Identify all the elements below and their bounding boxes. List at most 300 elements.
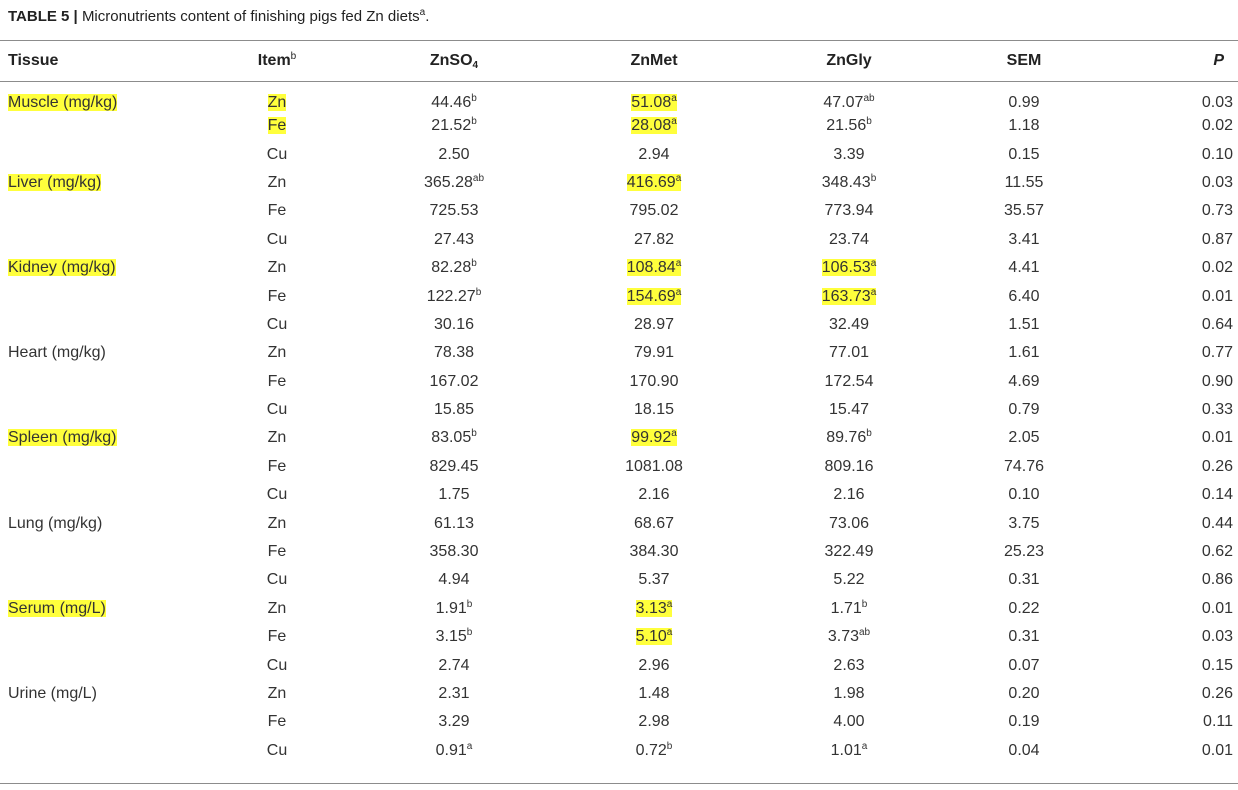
cell-sem-value [1008, 344, 1039, 361]
cell-zngly-significance-marker: b [866, 116, 872, 128]
cell-item [200, 595, 354, 623]
cell-item-value [267, 571, 287, 588]
table-row [0, 81, 1238, 112]
cell-znmet [554, 566, 754, 594]
cell-zngly-significance-marker: a [861, 740, 868, 752]
znso4-header-text: ZnSO [429, 52, 473, 69]
cell-sem-text: 25.23 [1003, 543, 1045, 561]
cell-znmet-value [636, 600, 673, 617]
table-row [0, 680, 1238, 708]
cell-znso4-value [438, 146, 469, 163]
cell-item-text: Cu [266, 741, 288, 759]
cell-tissue [0, 112, 200, 140]
cell-tissue-text: Heart (mg/kg) [8, 344, 106, 362]
cell-znso4-text: 2.50 [438, 145, 470, 163]
table-row [0, 424, 1238, 452]
column-header-znmet: ZnMet [630, 52, 678, 69]
cell-item-text: Zn [267, 344, 287, 362]
cell-p [1104, 112, 1238, 140]
cell-item [200, 623, 354, 651]
cell-tissue-value [8, 344, 106, 361]
cell-p [1104, 651, 1238, 679]
cell-zngly-text: 32.49 [828, 315, 870, 333]
cell-sem [944, 566, 1104, 594]
cell-item-value [268, 117, 287, 134]
cell-sem-text: 0.07 [1008, 656, 1040, 674]
table-row [0, 737, 1238, 765]
cell-znso4-value [436, 628, 473, 645]
cell-znmet-text: 28.97 [633, 315, 675, 333]
cell-znso4 [354, 566, 554, 594]
cell-znmet-significance-marker: a [666, 598, 673, 610]
cell-p-text: 0.03 [1201, 94, 1233, 111]
cell-zngly-value [829, 231, 869, 248]
cell-sem-text: 6.40 [1008, 287, 1040, 305]
cell-znso4 [354, 368, 554, 396]
cell-znso4-text: 2.74 [438, 656, 470, 674]
table-caption [8, 6, 429, 28]
cell-p-text: 0.01 [1201, 599, 1233, 617]
cell-znso4-value [438, 486, 469, 503]
cell-p [1104, 708, 1238, 736]
cell-zngly-text: 2.63 [833, 656, 865, 674]
cell-item-text: Zn [267, 599, 287, 617]
cell-p-value [1202, 657, 1233, 674]
cell-znso4 [354, 226, 554, 254]
cell-znmet [554, 311, 754, 339]
cell-p [1104, 538, 1238, 566]
cell-zngly-text: 89.76 [826, 429, 867, 447]
cell-zngly [754, 282, 944, 310]
cell-znmet-text: 416.69 [626, 173, 676, 191]
cell-znmet [554, 368, 754, 396]
cell-znso4 [354, 254, 554, 282]
cell-znmet [554, 112, 754, 140]
cell-p-value [1202, 288, 1233, 305]
cell-znso4-value [438, 685, 469, 702]
cell-zngly [754, 509, 944, 537]
cell-item-value [268, 94, 287, 111]
znso4-header-subscript: 4 [472, 60, 479, 71]
cell-item-value [268, 685, 287, 702]
cell-zngly-value [829, 515, 869, 532]
cell-zngly-text: 163.73 [821, 287, 871, 305]
cell-zngly-significance-marker: a [870, 286, 877, 298]
cell-znso4-text: 0.91 [435, 741, 467, 759]
cell-sem [944, 226, 1104, 254]
cell-znmet [554, 708, 754, 736]
table-row [0, 339, 1238, 367]
cell-item [200, 226, 354, 254]
cell-sem-value [1008, 742, 1039, 759]
cell-znmet-text: 51.08 [631, 94, 672, 111]
cell-item-text: Cu [266, 401, 288, 419]
cell-sem [944, 651, 1104, 679]
cell-zngly-value [831, 600, 868, 617]
cell-znmet-value [631, 429, 677, 446]
cell-tissue-text: Spleen (mg/kg) [8, 429, 117, 447]
cell-zngly-text: 73.06 [828, 514, 870, 532]
cell-item [200, 311, 354, 339]
cell-zngly-value [826, 429, 872, 446]
cell-zngly-text: 1.71 [830, 599, 862, 617]
cell-znso4 [354, 140, 554, 168]
cell-zngly-value [833, 486, 864, 503]
cell-sem-value [1008, 486, 1039, 503]
cell-item-text: Zn [267, 685, 287, 702]
table-row [0, 254, 1238, 282]
cell-znmet-value [638, 146, 669, 163]
cell-item [200, 651, 354, 679]
cell-sem-value [1008, 401, 1039, 418]
cell-p-text: 0.01 [1201, 429, 1233, 447]
cell-znmet-significance-marker: a [675, 286, 682, 298]
table-row [0, 453, 1238, 481]
cell-sem [944, 708, 1104, 736]
cell-znmet-text: 99.92 [631, 429, 672, 447]
cell-tissue-text: Serum (mg/L) [8, 599, 106, 617]
cell-sem-value [1008, 288, 1039, 305]
cell-p-value [1202, 373, 1233, 390]
cell-p [1104, 311, 1238, 339]
cell-zngly [754, 680, 944, 708]
cell-zngly-text: 172.54 [824, 372, 874, 390]
cell-sem-value [1005, 174, 1044, 191]
cell-zngly [754, 112, 944, 140]
cell-znso4 [354, 169, 554, 197]
cell-zngly [754, 368, 944, 396]
cell-p [1104, 81, 1238, 112]
cell-zngly [754, 737, 944, 765]
cell-item-text: Fe [267, 457, 287, 475]
cell-item-value [267, 316, 287, 333]
cell-p-text: 0.15 [1201, 656, 1233, 674]
cell-item [200, 737, 354, 765]
cell-p-text: 0.44 [1201, 514, 1233, 532]
table-row [0, 226, 1238, 254]
cell-znso4 [354, 481, 554, 509]
cell-znso4-significance-marker: a [466, 740, 473, 752]
cell-p [1104, 453, 1238, 481]
cell-item-text: Cu [266, 486, 288, 504]
cell-znso4-text: 21.52 [431, 117, 472, 135]
cell-p-text: 0.77 [1201, 344, 1233, 362]
table-row [0, 282, 1238, 310]
cell-p-value [1202, 316, 1233, 333]
cell-sem [944, 254, 1104, 282]
cell-sem-text: 0.79 [1008, 401, 1040, 419]
cell-tissue [0, 311, 200, 339]
cell-znso4-value [436, 600, 473, 617]
cell-item-text: Fe [267, 117, 287, 135]
cell-zngly-text: 773.94 [824, 202, 874, 220]
cell-p-value [1202, 543, 1233, 560]
cell-sem-value [1008, 117, 1039, 134]
cell-znmet-text: 154.69 [626, 287, 676, 305]
cell-item-text: Fe [267, 287, 287, 305]
cell-sem [944, 339, 1104, 367]
cell-znso4 [354, 453, 554, 481]
cell-zngly [754, 708, 944, 736]
cell-p [1104, 169, 1238, 197]
cell-znmet-value [636, 628, 673, 645]
cell-sem-value [1008, 429, 1039, 446]
cell-zngly-text: 4.00 [833, 713, 865, 731]
cell-znso4-text: 30.16 [433, 315, 475, 333]
cell-znso4-text: 83.05 [431, 429, 472, 447]
cell-znso4-value [434, 344, 474, 361]
cell-p-value [1202, 600, 1233, 617]
cell-znso4-text: 3.15 [435, 628, 467, 646]
cell-znmet-value [631, 117, 677, 134]
cell-zngly [754, 651, 944, 679]
cell-sem-value [1008, 146, 1039, 163]
cell-sem [944, 396, 1104, 424]
cell-p [1104, 282, 1238, 310]
cell-zngly [754, 311, 944, 339]
cell-znmet-value [627, 174, 682, 191]
cell-sem [944, 169, 1104, 197]
cell-znso4-value [431, 259, 477, 276]
cell-znso4-significance-marker: b [471, 258, 477, 270]
cell-item-text: Zn [267, 514, 287, 532]
cell-znmet [554, 140, 754, 168]
column-header-p: P [1213, 52, 1224, 69]
cell-sem [944, 368, 1104, 396]
cell-zngly-significance-marker: a [870, 258, 877, 270]
cell-sem [944, 595, 1104, 623]
cell-zngly [754, 453, 944, 481]
cell-sem-value [1008, 316, 1039, 333]
cell-p-text: 0.73 [1201, 202, 1233, 220]
cell-tissue [0, 140, 200, 168]
cell-zngly [754, 623, 944, 651]
cell-item-text: Cu [266, 571, 288, 589]
cell-znmet-text: 0.72 [635, 741, 667, 759]
cell-zngly-value [822, 174, 877, 191]
cell-znso4-text: 122.27 [426, 287, 476, 305]
cell-tissue [0, 623, 200, 651]
cell-znmet-value [630, 202, 679, 219]
cell-item [200, 112, 354, 140]
table-row [0, 538, 1238, 566]
cell-zngly-text: 15.47 [828, 401, 870, 419]
cell-sem-text: 3.41 [1008, 230, 1040, 248]
cell-znso4-text: 1.75 [438, 486, 470, 504]
cell-p [1104, 254, 1238, 282]
cell-znmet [554, 737, 754, 765]
cell-p-text: 0.64 [1201, 315, 1233, 333]
cell-item-value [267, 231, 287, 248]
cell-znso4-value [431, 94, 477, 111]
cell-znso4-text: 167.02 [429, 372, 479, 390]
cell-znso4-text: 2.31 [438, 685, 470, 702]
cell-p-text: 0.02 [1201, 259, 1233, 277]
cell-item [200, 339, 354, 367]
cell-zngly-text: 106.53 [821, 259, 871, 277]
cell-znmet-text: 2.96 [638, 656, 670, 674]
caption-text: Micronutrients content of finishing pigs fed Zn diets [81, 8, 420, 25]
cell-item-value [267, 146, 287, 163]
cell-tissue [0, 254, 200, 282]
cell-item-value [268, 543, 287, 560]
cell-p [1104, 140, 1238, 168]
cell-zngly-text: 348.43 [821, 173, 871, 191]
cell-znmet [554, 481, 754, 509]
cell-item [200, 566, 354, 594]
cell-zngly-text: 3.39 [833, 145, 865, 163]
cell-p-value [1202, 742, 1233, 759]
cell-znmet [554, 254, 754, 282]
cell-znmet-value [634, 231, 674, 248]
cell-znso4-text: 27.43 [433, 230, 475, 248]
cell-sem [944, 737, 1104, 765]
cell-sem-value [1008, 94, 1039, 111]
cell-item-text: Zn [267, 173, 287, 191]
cell-znso4 [354, 197, 554, 225]
cell-p [1104, 680, 1238, 708]
cell-znmet-text: 5.10 [635, 628, 667, 646]
cell-p-text: 0.14 [1201, 486, 1233, 504]
caption-end: . [425, 8, 430, 25]
cell-item [200, 169, 354, 197]
cell-zngly-significance-marker: b [861, 598, 868, 610]
cell-zngly-text: 809.16 [824, 457, 874, 475]
cell-znmet [554, 595, 754, 623]
cell-sem [944, 538, 1104, 566]
cell-item-value [268, 288, 287, 305]
cell-sem [944, 509, 1104, 537]
cell-p [1104, 509, 1238, 537]
cell-zngly-text: 1.98 [833, 685, 865, 702]
cell-znmet [554, 396, 754, 424]
cell-item-value [268, 600, 287, 617]
cell-p [1104, 566, 1238, 594]
cell-znmet-text: 1.48 [638, 685, 670, 702]
cell-p [1104, 623, 1238, 651]
cell-tissue-value [8, 685, 97, 702]
cell-zngly-significance-marker: b [866, 428, 872, 440]
cell-sem-text: 0.20 [1008, 685, 1040, 702]
header-row [0, 41, 1238, 81]
cell-tissue-text: Liver (mg/kg) [8, 173, 102, 191]
cell-p-text: 0.33 [1201, 401, 1233, 419]
cell-sem [944, 424, 1104, 452]
cell-zngly [754, 339, 944, 367]
cell-znmet-text: 108.84 [626, 259, 676, 277]
cell-sem-value [1008, 373, 1039, 390]
cell-znso4-significance-marker: b [471, 428, 477, 440]
cell-zngly [754, 538, 944, 566]
cell-znso4-text: 4.94 [438, 571, 470, 589]
cell-item-text: Cu [266, 230, 288, 248]
cell-tissue-text: Urine (mg/L) [8, 685, 97, 702]
cell-znso4-value [438, 657, 469, 674]
cell-znso4-value [434, 515, 474, 532]
cell-item [200, 538, 354, 566]
cell-znso4-value [434, 231, 474, 248]
cell-znso4-significance-marker: b [466, 598, 473, 610]
table-row [0, 595, 1238, 623]
cell-znso4-text: 365.28 [423, 173, 473, 191]
cell-p [1104, 595, 1238, 623]
cell-zngly [754, 396, 944, 424]
cell-znmet-text: 2.94 [638, 145, 670, 163]
cell-p-value [1202, 628, 1233, 645]
cell-zngly-text: 3.73 [827, 628, 859, 646]
cell-znso4-text: 82.28 [431, 259, 472, 277]
cell-zngly-significance-marker: b [870, 172, 877, 184]
cell-item-text: Fe [267, 202, 287, 220]
cell-zngly-value [825, 543, 874, 560]
cell-p-value [1202, 429, 1233, 446]
cell-p-value [1202, 231, 1233, 248]
cell-zngly-text: 322.49 [824, 543, 874, 561]
cell-zngly-value [833, 713, 864, 730]
cell-item-value [268, 628, 287, 645]
cell-zngly [754, 481, 944, 509]
bottom-rule [0, 783, 1238, 784]
cell-znso4-value [430, 458, 479, 475]
cell-tissue [0, 708, 200, 736]
cell-znso4-text: 15.85 [433, 401, 475, 419]
cell-item-value [268, 202, 287, 219]
cell-zngly-value [828, 628, 870, 645]
cell-tissue [0, 282, 200, 310]
cell-tissue [0, 651, 200, 679]
cell-zngly [754, 595, 944, 623]
cell-p-text: 0.87 [1201, 230, 1233, 248]
table-row [0, 197, 1238, 225]
cell-znmet-text: 795.02 [629, 202, 679, 220]
cell-zngly-value [825, 373, 874, 390]
cell-item-value [268, 174, 287, 191]
cell-zngly-value [831, 742, 868, 759]
cell-zngly [754, 169, 944, 197]
cell-znmet-text: 18.15 [633, 401, 675, 419]
cell-p-value [1202, 685, 1233, 702]
cell-item [200, 254, 354, 282]
cell-zngly-text: 2.16 [833, 486, 865, 504]
cell-sem-value [1008, 628, 1039, 645]
cell-item-text: Fe [267, 628, 287, 646]
cell-znso4 [354, 595, 554, 623]
cell-znso4-significance-marker: b [466, 627, 473, 639]
cell-znmet [554, 339, 754, 367]
cell-p-value [1202, 146, 1233, 163]
cell-znmet-value [634, 316, 674, 333]
cell-p-text: 0.11 [1203, 713, 1233, 731]
cell-tissue [0, 737, 200, 765]
cell-p-value [1202, 458, 1233, 475]
cell-znso4-value [438, 713, 469, 730]
cell-zngly-value [825, 458, 874, 475]
cell-p-text: 0.86 [1201, 571, 1233, 589]
cell-znso4 [354, 737, 554, 765]
cell-znso4 [354, 424, 554, 452]
cell-znmet-significance-marker: a [671, 93, 677, 104]
cell-p-text: 0.03 [1201, 628, 1233, 646]
cell-p [1104, 197, 1238, 225]
cell-p-value [1202, 94, 1233, 111]
table-body [0, 81, 1238, 765]
cell-sem-value [1008, 259, 1039, 276]
cell-sem-value [1008, 515, 1039, 532]
cell-znmet-value [638, 486, 669, 503]
cell-zngly-value [833, 685, 864, 702]
cell-p-value [1202, 117, 1233, 134]
cell-znmet-text: 28.08 [631, 117, 672, 135]
